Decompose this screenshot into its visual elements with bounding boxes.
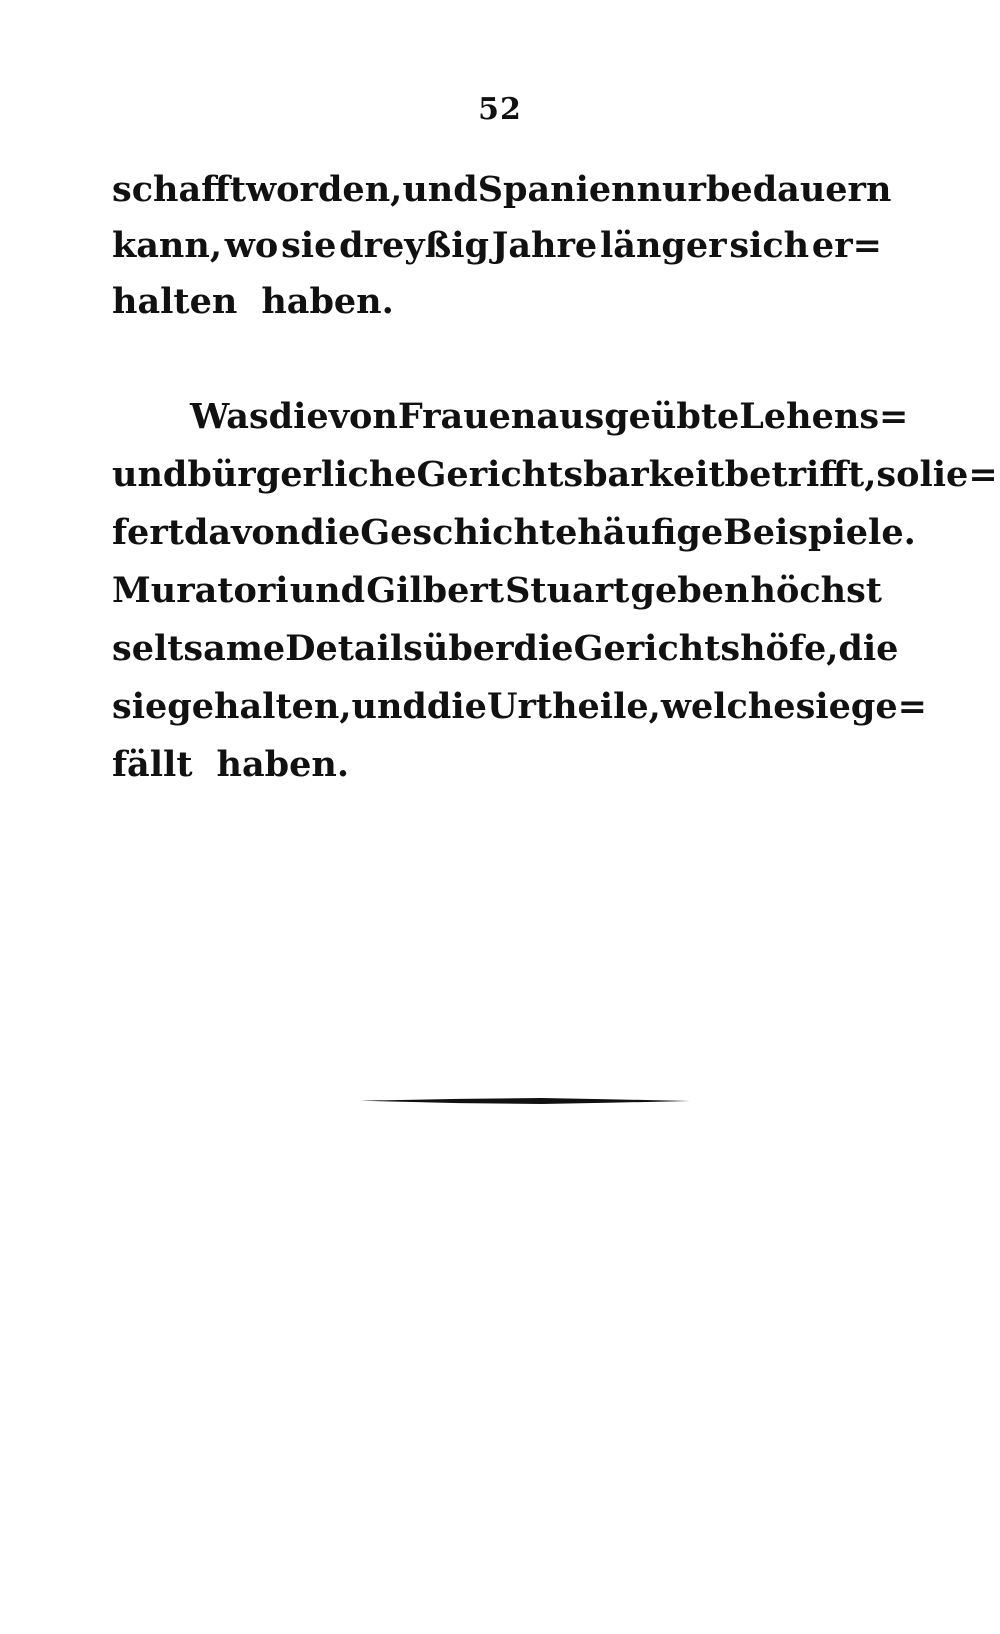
word: und <box>112 454 188 495</box>
text-line <box>112 685 927 729</box>
word: welche <box>660 686 796 727</box>
word: bürgerliche <box>187 454 417 495</box>
word: Details <box>285 628 423 669</box>
text-line <box>112 224 882 268</box>
word: über <box>422 628 514 669</box>
word: Spanien <box>477 169 637 210</box>
word: er= <box>811 225 882 266</box>
word: die <box>268 396 329 437</box>
word: sie <box>281 225 337 266</box>
text-line <box>112 453 998 497</box>
word: davon <box>183 512 301 553</box>
word: Gerichtshöfe, <box>573 628 839 669</box>
word: von <box>328 396 398 437</box>
word: Frauen <box>397 396 537 437</box>
word: Muratori <box>112 570 289 611</box>
word: ausgeübte <box>536 396 740 437</box>
word: Stuart <box>505 570 630 611</box>
text-line <box>112 569 882 613</box>
word: Was <box>190 396 269 437</box>
word: worden, <box>246 169 403 210</box>
word: Beispiele. <box>723 512 916 553</box>
word: die <box>426 686 487 727</box>
word: gehalten, <box>167 686 352 727</box>
word: halten <box>112 281 238 322</box>
word: häufige <box>577 512 724 553</box>
word: geben <box>630 570 750 611</box>
word: die <box>838 628 899 669</box>
word: Jahre <box>491 225 598 266</box>
word: fert <box>112 512 184 553</box>
text-line <box>112 168 892 212</box>
word: die <box>300 512 361 553</box>
text-line <box>112 743 882 787</box>
word: länger <box>599 225 727 266</box>
word: betrifft, <box>724 454 877 495</box>
text-line <box>190 395 909 439</box>
word: nur <box>636 169 706 210</box>
word: haben. <box>216 744 349 785</box>
word: kann, <box>112 225 223 266</box>
word: Urtheile, <box>486 686 661 727</box>
word: ge= <box>850 686 927 727</box>
text-line <box>112 511 916 555</box>
word: fällt <box>112 744 193 785</box>
word: so <box>876 454 920 495</box>
word: haben. <box>261 281 394 322</box>
text-line <box>112 627 899 671</box>
word: wo <box>224 225 279 266</box>
section-divider-rule <box>360 1098 690 1104</box>
word: Gerichtsbarkeit <box>416 454 725 495</box>
word: Gilbert <box>366 570 505 611</box>
word: höchst <box>750 570 882 611</box>
text-line <box>112 280 882 324</box>
page-number: 52 <box>478 92 522 127</box>
word: und <box>402 169 478 210</box>
word: Geschichte <box>360 512 578 553</box>
word: und <box>351 686 427 727</box>
word: seltsame <box>112 628 286 669</box>
word: sie <box>112 686 168 727</box>
word: sich <box>729 225 810 266</box>
word: bedauern <box>705 169 892 210</box>
word: schafft <box>112 169 247 210</box>
word: Lehens= <box>739 396 909 437</box>
word: sie <box>795 686 851 727</box>
word: dreyßig <box>339 225 490 266</box>
word: lie= <box>919 454 998 495</box>
word: die <box>513 628 574 669</box>
word: und <box>289 570 366 611</box>
